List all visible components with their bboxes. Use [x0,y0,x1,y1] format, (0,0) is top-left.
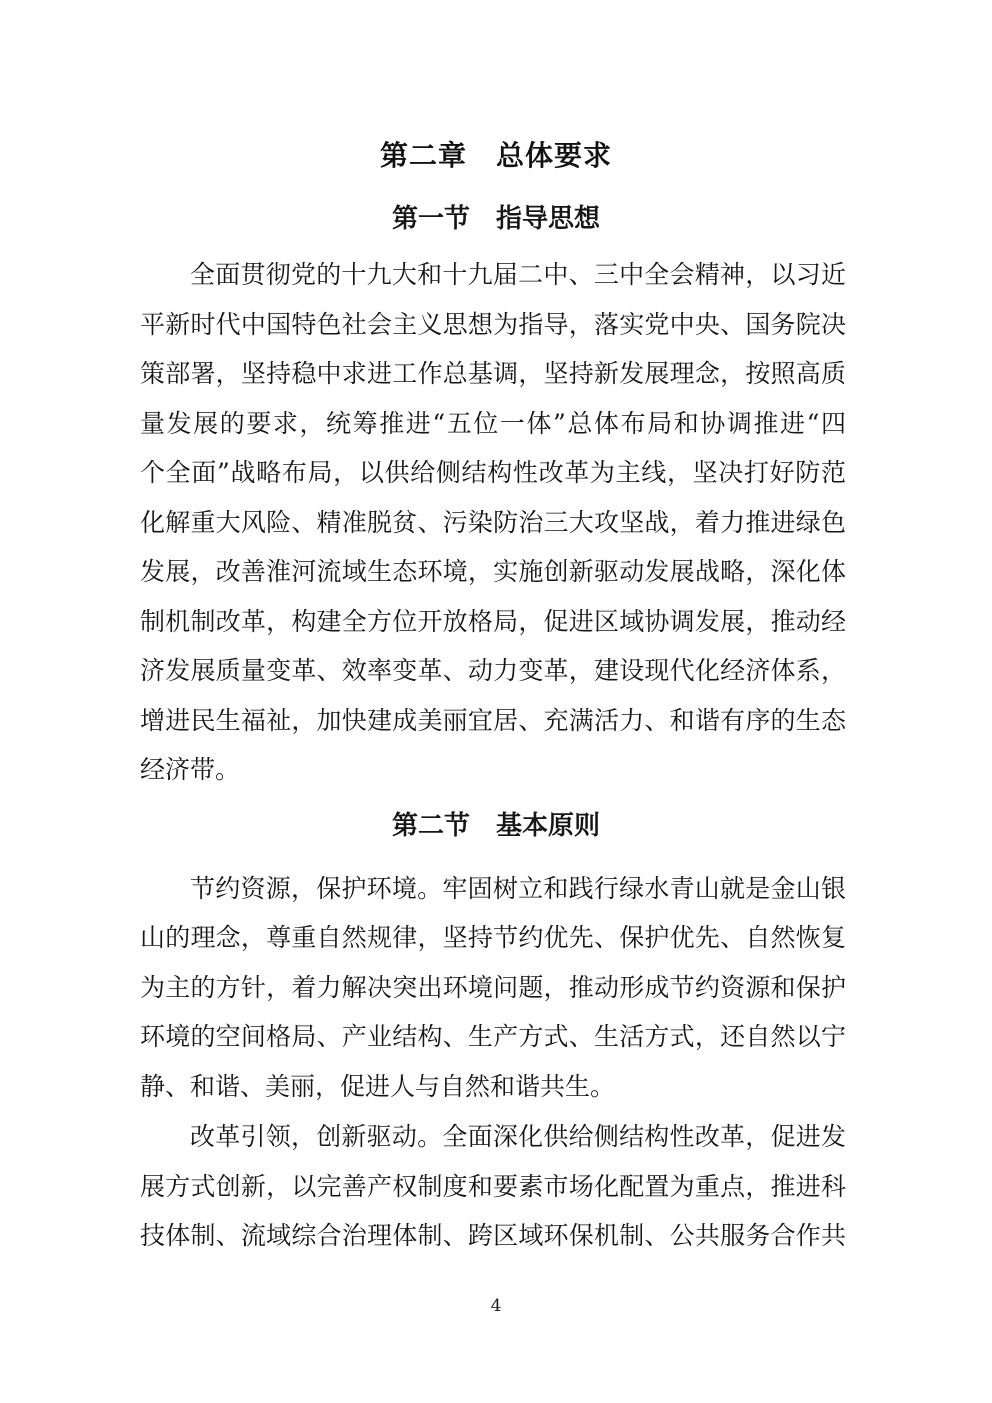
paragraph-basic-principles-2 [140,1112,846,1261]
text-line: 改革引领，创新驱动。全面深化供给侧结构性改革，促进发 [190,1122,846,1151]
text-line: 平新时代中国特色社会主义思想为指导，落实党中央、国务院决 [140,309,846,339]
section-2-title: 第二节 基本原则 [391,810,600,841]
text-line: 静、和谐、美丽，促进人与自然和谐共生。 [140,1071,616,1101]
text-line: 展方式创新，以完善产权制度和要素市场化配置为重点，推进科 [140,1171,846,1201]
text-line: 为主的方针，着力解决突出环境问题，推动形成节约资源和保护 [140,972,846,1002]
body-column [140,250,846,795]
text-line: 发展，改善淮河流域生态环境，实施创新驱动发展战略，深化体 [140,557,846,586]
text-line: 山的理念，尊重自然规律，坚持节约优先、保护优先、自然恢复 [140,923,846,952]
text-line: 环境的空间格局、产业结构、生产方式、生活方式，还自然以宁 [140,1022,846,1051]
text-line: 经济带。 [140,755,241,784]
chapter-title: 第二章 总体要求 [379,139,612,172]
text-line: 量发展的要求，统筹推进“五位一体”总体布局和协调推进“四 [140,408,846,438]
text-line: 策部署，坚持稳中求进工作总基调，坚持新发展理念，按照高质 [140,359,846,388]
text-line: 济发展质量变革、效率变革、动力变革，建设现代化经济体系， [140,656,846,685]
paragraph-basic-principles-1 [140,864,846,1112]
text-line: 技体制、流域综合治理体制、跨区域环保机制、公共服务合作共 [140,1221,846,1250]
text-line: 个全面”战略布局，以供给侧结构性改革为主线，坚决打好防范 [140,458,846,487]
text-line: 制机制改革，构建全方位开放格局，促进区域协调发展，推动经 [140,606,846,636]
text-line: 全面贯彻党的十九大和十九届二中、三中全会精神，以习近 [190,260,846,289]
section-1-title: 第一节 指导思想 [391,204,600,234]
paragraph-guiding-ideology [140,250,846,795]
body-column [140,864,846,1261]
text-line: 增进民生福祉，加快建成美丽宜居、充满活力、和谐有序的生态 [140,705,846,735]
text-line: 节约资源，保护环境。牢固树立和践行绿水青山就是金山银 [190,873,846,903]
page-number: 4 [490,1296,502,1316]
text-line: 化解重大风险、精准脱贫、污染防治三大攻坚战，着力推进绿色 [140,507,846,537]
